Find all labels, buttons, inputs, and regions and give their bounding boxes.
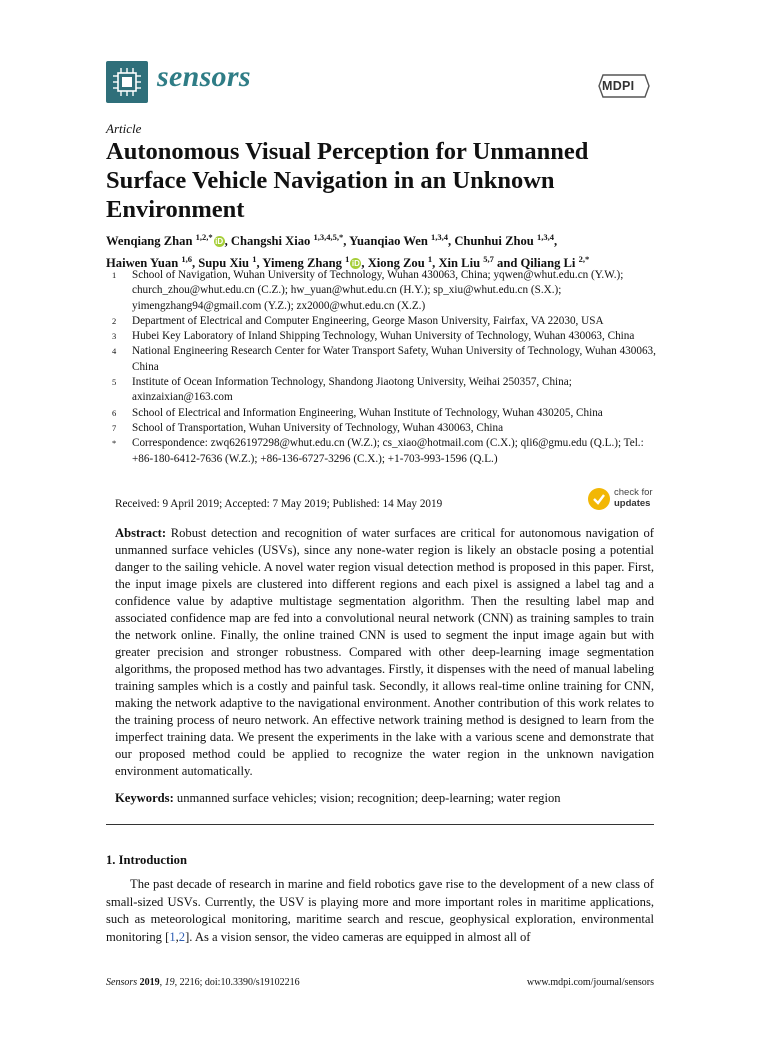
affiliation-item xyxy=(106,329,666,344)
affiliation-number: 6 xyxy=(112,407,117,418)
affiliation-number: 5 xyxy=(112,377,117,388)
author-affiliation-marks: 1,3,4,5, xyxy=(313,232,339,242)
affiliation-number: 3 xyxy=(112,331,117,342)
author-separator: , xyxy=(224,234,231,249)
keywords-label: Keywords: xyxy=(115,791,174,805)
author-name: Supu Xiu xyxy=(198,256,250,271)
affiliation-number: 1 xyxy=(112,270,117,280)
corresponding-author-mark: * xyxy=(584,254,590,265)
affiliation-item xyxy=(106,406,666,421)
intro-text-before: The past decade of research in marine and field robotics gave rise to the development of a new class of small-sized USVs. Currently, the USV is playing more and more important roles in maritime applications, such as meteorological monitoring, maritime search and rescue, geophysical exploration, environmental monitoring [ xyxy=(106,877,654,944)
corresponding-author-mark: * xyxy=(339,232,344,242)
author-affiliation-marks: 1,3,4 xyxy=(431,232,449,242)
author-affiliation-marks: 1 xyxy=(252,254,257,265)
affiliation-number: * xyxy=(112,438,117,449)
citation-link-1[interactable]: 1 xyxy=(169,929,176,944)
affiliation-text: School of Navigation, Wuhan University of Technology, Wuhan 430063, China; yqwen@whut.edu.cn (Y.W.); church_zhou@whut.edu.cn (C.Z.); hw_yuan@whut.edu.cn (H.Y.); sp_xiu@whut.edu.cn (S.X.); yimengzhang94@gmail.com (Y.Z.); zx2000@whut.edu.cn (X.Z.) xyxy=(132,269,624,312)
affiliation-text: Department of Electrical and Computer Engineering, George Mason University, Fairfax, VA 22030, USA xyxy=(132,314,604,327)
check-icon xyxy=(588,488,610,510)
footer-doi: , 2216; doi:10.3390/s19102216 xyxy=(174,977,300,988)
affiliation-number: 4 xyxy=(112,346,117,357)
footer-journal-url[interactable]: www.mdpi.com/journal/sensors xyxy=(526,977,654,988)
publication-dates: Received: 9 April 2019; Accepted: 7 May 2019; Published: 14 May 2019 xyxy=(115,498,443,510)
check-for-updates-button[interactable] xyxy=(588,486,658,514)
affiliation-text: National Engineering Research Center for Water Transport Safety, Wuhan University of Technology, Wuhan 430063, China xyxy=(132,345,656,373)
affiliation-text: Hubei Key Laboratory of Inland Shipping Technology, Wuhan University of Technology, Wuhan 430063, China xyxy=(132,330,635,343)
affiliation-item xyxy=(106,268,666,314)
affiliation-number: 2 xyxy=(112,315,117,326)
affiliation-list xyxy=(106,268,666,467)
author-affiliation-marks: 2, xyxy=(578,254,585,265)
author-affiliation-marks: 1,6 xyxy=(181,254,192,265)
introduction-paragraph xyxy=(106,876,654,946)
paper-title: Autonomous Visual Perception for Unmanned Surface Vehicle Navigation in an Unknown Environment xyxy=(106,138,589,223)
author-affiliation-marks: 1 xyxy=(345,254,350,265)
author-name: Haiwen Yuan xyxy=(106,256,179,271)
publisher-name: MDPI xyxy=(602,79,635,93)
author-separator: , xyxy=(192,256,199,271)
author-separator: , xyxy=(553,234,558,249)
author-separator: , xyxy=(448,234,455,249)
footer-volume: 19 xyxy=(164,977,175,988)
footer-journal: Sensors xyxy=(106,977,138,988)
author-separator: , xyxy=(432,256,439,271)
author-list xyxy=(106,228,654,272)
author-name: Xin Liu xyxy=(438,256,481,271)
intro-text-after: ]. As a vision sensor, the video cameras are equipped in almost all of xyxy=(185,929,531,944)
author-name: Chunhui Zhou xyxy=(454,234,534,249)
author-name: Qiliang Li xyxy=(520,256,576,271)
journal-name[interactable]: sensors xyxy=(157,60,251,93)
keywords xyxy=(115,790,654,807)
author-separator: , xyxy=(361,256,368,271)
abstract xyxy=(115,525,654,780)
author-affiliation-marks: 1,2, xyxy=(195,232,209,242)
author-affiliation-marks: 1 xyxy=(427,254,433,265)
author-name: Xiong Zou xyxy=(367,256,425,271)
publisher-logo[interactable] xyxy=(597,69,651,103)
section-heading-introduction: 1. Introduction xyxy=(106,853,187,867)
section-divider xyxy=(106,824,654,825)
citation-link-2[interactable]: 2 xyxy=(178,929,186,944)
check-label-line1: check for xyxy=(614,487,653,498)
affiliation-item xyxy=(106,314,666,329)
author-name: Yimeng Zhang xyxy=(262,256,342,271)
corresponding-author-mark: * xyxy=(208,232,213,242)
article-type: Article xyxy=(106,121,142,136)
abstract-label: Abstract: xyxy=(115,526,167,540)
affiliation-number: 7 xyxy=(112,422,117,433)
author-name: Wenqiang Zhan xyxy=(106,234,193,249)
affiliation-text: School of Transportation, Wuhan University of Technology, Wuhan 430063, China xyxy=(132,421,504,434)
orcid-icon[interactable]: iD xyxy=(215,237,224,247)
author-separator: and xyxy=(493,256,521,271)
author-name: Yuanqiao Wen xyxy=(349,234,428,249)
affiliation-text: School of Electrical and Information Engineering, Wuhan Institute of Technology, Wuhan 430205, China xyxy=(132,406,603,419)
author-affiliation-marks: 1,3,4 xyxy=(536,232,554,242)
affiliation-item xyxy=(106,375,666,406)
check-label-line2: updates xyxy=(614,498,651,509)
citation-separator: , xyxy=(175,929,179,944)
affiliation-item xyxy=(106,421,666,436)
affiliation-item xyxy=(106,436,666,467)
affiliation-text: Correspondence: zwq626197298@whut.edu.cn (W.Z.); cs_xiao@hotmail.com (C.X.); qli6@gmu.edu (Q.L.); Tel.: +86-180-6412-7636 (W.Z.); +86-136-6727-3296 (C.X.); +1-703-993-1596 (Q.L.) xyxy=(132,437,644,465)
author-separator: , xyxy=(343,234,350,249)
affiliation-item xyxy=(106,344,666,375)
keywords-text: unmanned surface vehicles; vision; recognition; deep-learning; water region xyxy=(176,791,561,805)
affiliation-text: Institute of Ocean Information Technology, Shandong Jiaotong University, Weihai 250357, China; axinzaixian@163.com xyxy=(132,376,572,404)
author-affiliation-marks: 5,7 xyxy=(483,254,494,265)
author-separator: , xyxy=(256,256,263,271)
footer-citation: Sensors 2019, 19, 2216; doi:10.3390/s19102216 xyxy=(106,977,300,988)
orcid-icon[interactable]: iD xyxy=(351,259,360,269)
author-name: Changshi Xiao xyxy=(230,234,311,249)
abstract-text: Robust detection and recognition of water surfaces are critical for autonomous navigation of unmanned surface vehicles (USVs), since any none-water region is likely an obstacle posing a potential danger to the sailing vehicle. A novel water region visual detection method is proposed in this paper. First, the input image pixels are clustered into different regions and each pixel is assigned a label tag and a confidence value by adaptive multistage segmentation algorithm. Then the resulting label map and associated confidence map are fed into a convolutional neural network (CNN) as training samples to train the network online. Finally, the online trained CNN is used to segment the input image again but with greater precision and stronger robustness. Compared with other deep-learning image segmentation algorithms, the proposed method has two advantages. Firstly, it dispenses with the need of manual labeling training samples which is a costly and painful task. Secondly, it allows real-time online training for CNN, making the network adaptive to the navigational environment. Another contribution of this work relates to the training process of neuro network. An effective network training method is designed to learn from the imperfect training data. We present the experiments in the lake with a various scene and demonstrate that our proposed method could be applied to recognize the water region in the unknown navigation environment automatically. xyxy=(115,526,654,778)
footer-year: 2019 xyxy=(139,977,160,988)
journal-logo-icon xyxy=(106,61,148,103)
